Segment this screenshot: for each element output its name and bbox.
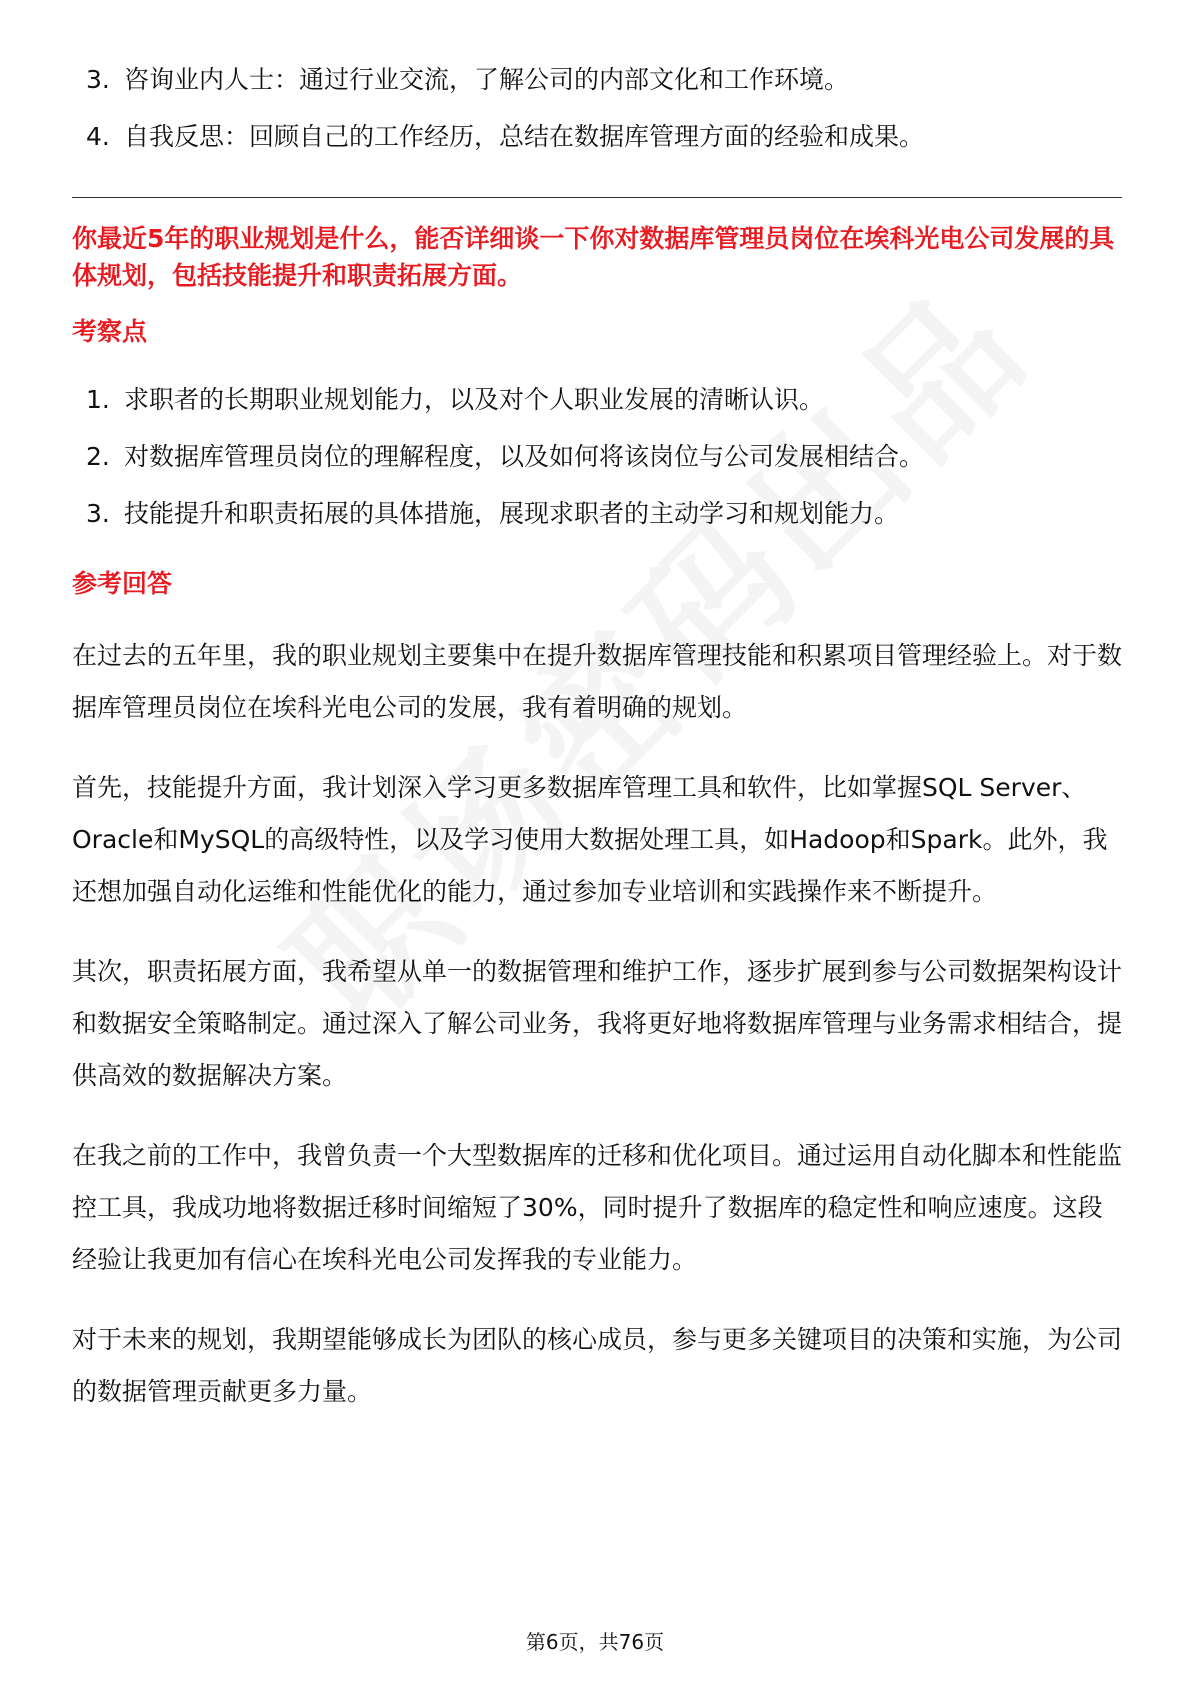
list-item <box>72 60 1122 100</box>
answer-paragraph: 在过去的五年里，我的职业规划主要集中在提升数据库管理技能和积累项目管理经验上。对于数据库管理员岗位在埃科光电公司的发展，我有着明确的规划。 <box>72 641 1123 722</box>
list-number: 1. <box>86 385 110 414</box>
list-number: 3. <box>86 499 110 528</box>
focus-points-list <box>72 380 1122 534</box>
list-item <box>72 494 1122 534</box>
answer-paragraph: 首先，技能提升方面，我计划深入学习更多数据库管理工具和软件，比如掌握SQL Server、Oracle和MySQL的高级特性，以及学习使用大数据处理工具，如Hadoop和Spark。此外，我还想加强自动化运维和性能优化的能力，通过参加专业培训和实践操作来不断提升。 <box>72 773 1108 906</box>
answer-paragraph: 对于未来的规划，我期望能够成长为团队的核心成员，参与更多关键项目的决策和实施，为公司的数据管理贡献更多力量。 <box>72 1325 1123 1406</box>
page-number: 第6页，共76页 <box>525 1630 665 1654</box>
focus-label: 考察点 <box>72 317 148 346</box>
list-item <box>72 380 1122 420</box>
list-item <box>72 117 1122 157</box>
list-text: 对数据库管理员岗位的理解程度，以及如何将该岗位与公司发展相结合。 <box>124 442 925 471</box>
intro-list <box>72 60 1122 157</box>
list-text: 自我反思：回顾自己的工作经历，总结在数据库管理方面的经验和成果。 <box>124 122 925 151</box>
list-number: 4. <box>86 122 110 151</box>
list-item <box>72 437 1122 477</box>
section-divider <box>72 197 1122 198</box>
answer-paragraph: 其次，职责拓展方面，我希望从单一的数据管理和维护工作，逐步扩展到参与公司数据架构设计和数据安全策略制定。通过深入了解公司业务，我将更好地将数据库管理与业务需求相结合，提供高效的数据解决方案。 <box>72 957 1123 1090</box>
list-number: 2. <box>86 442 110 471</box>
list-text: 技能提升和职责拓展的具体措施，展现求职者的主动学习和规划能力。 <box>124 499 900 528</box>
question-heading: 你最近5年的职业规划是什么，能否详细谈一下你对数据库管理员岗位在埃科光电公司发展的具体规划，包括技能提升和职责拓展方面。 <box>72 224 1115 290</box>
answer-paragraph: 在我之前的工作中，我曾负责一个大型数据库的迁移和优化项目。通过运用自动化脚本和性能监控工具，我成功地将数据迁移时间缩短了30%，同时提升了数据库的稳定性和响应速度。这段经验让我更加有信心在埃科光电公司发挥我的专业能力。 <box>72 1141 1123 1274</box>
list-number: 3. <box>86 65 110 94</box>
list-text: 求职者的长期职业规划能力，以及对个人职业发展的清晰认识。 <box>124 385 825 414</box>
list-text: 咨询业内人士：通过行业交流，了解公司的内部文化和工作环境。 <box>124 65 850 94</box>
page-content <box>72 60 1122 1446</box>
answer-label: 参考回答 <box>72 569 173 598</box>
